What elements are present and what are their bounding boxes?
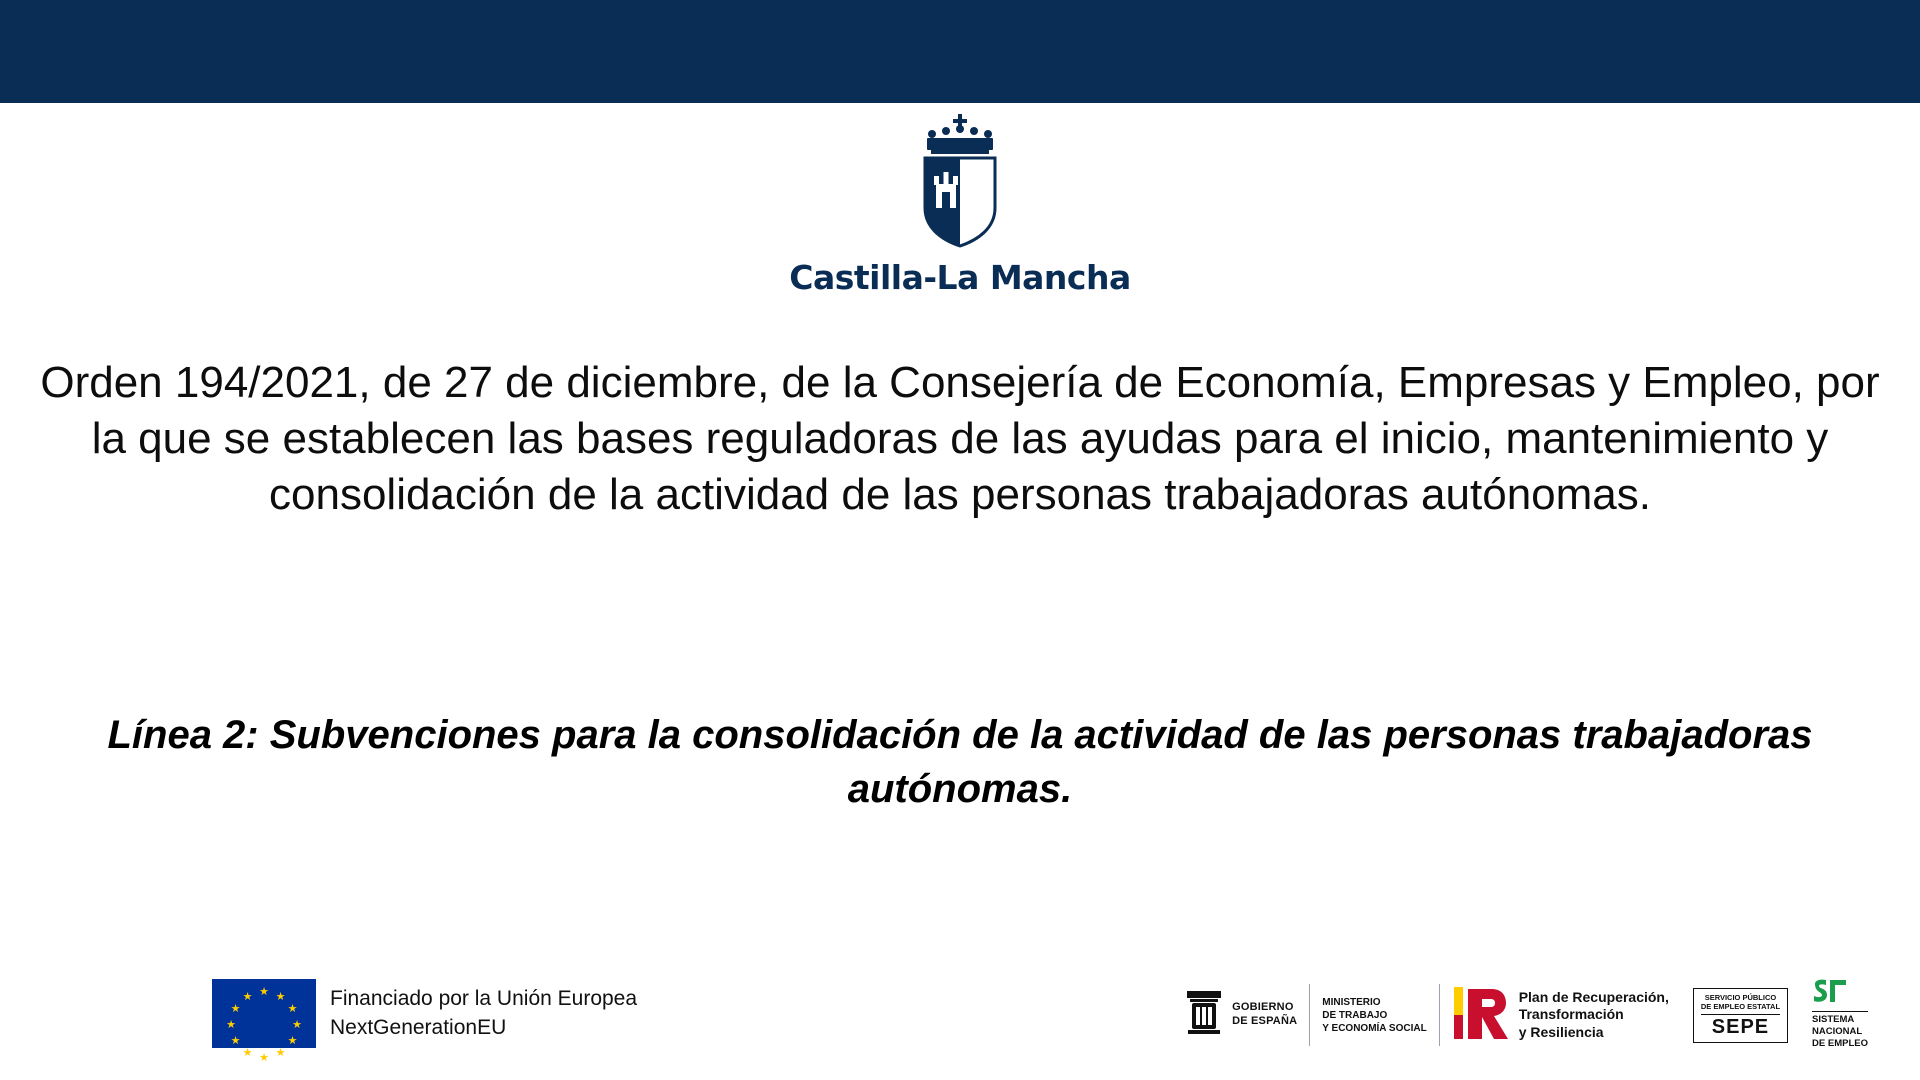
- sne-line1: SISTEMA: [1812, 1014, 1855, 1025]
- eu-funding-line2: NextGenerationEU: [330, 1015, 507, 1039]
- sne-text: [1812, 1011, 1868, 1050]
- top-decorative-band: [0, 0, 1920, 103]
- emblem-block: [0, 112, 1920, 297]
- emblem-name: Castilla-La Mancha: [789, 258, 1131, 297]
- footer-logos: [0, 964, 1920, 1064]
- sne-line2: NACIONAL: [1812, 1025, 1863, 1037]
- sne-logo-icon: [1812, 978, 1856, 1009]
- sepe-logo: [1693, 988, 1788, 1043]
- eu-flag-icon: ★ ★ ★ ★ ★ ★ ★ ★ ★ ★ ★ ★: [212, 979, 316, 1048]
- castilla-la-mancha-coat-of-arms-icon: [870, 112, 1050, 252]
- gobierno-de-espana-block: [1172, 978, 1309, 1052]
- prtr-logo-icon: [1452, 983, 1510, 1048]
- eu-funding-text: [330, 985, 637, 1042]
- page-subtitle: Línea 2: Subvenciones para la consolidación de la actividad de las personas trabajadoras autónomas.: [107, 713, 1813, 811]
- prtr-line2: Transformación: [1518, 1006, 1624, 1023]
- ministerio-text: [1322, 996, 1426, 1035]
- prtr-line1: Plan de Recuperación,: [1518, 988, 1669, 1005]
- gobierno-line2: DE ESPAÑA: [1232, 1015, 1298, 1027]
- ministerio-block: [1310, 978, 1438, 1052]
- ministerio-line1: MINISTERIO: [1322, 996, 1381, 1008]
- prtr-line3: y Resiliencia: [1518, 1023, 1604, 1040]
- ministerio-line2: DE TRABAJO: [1322, 1009, 1388, 1021]
- ministerio-line3: Y ECONOMÍA SOCIAL: [1322, 1022, 1427, 1034]
- sne-block: [1800, 978, 1880, 1052]
- page-title: Orden 194/2021, de 27 de diciembre, de la Consejería de Economía, Empresas y Empleo, por la que se establecen las bases reguladoras de las ayudas para el inicio, mantenimiento y consolidación de la actividad de las personas trabajadoras autónomas.: [40, 358, 1880, 519]
- sne-line3: DE EMPLEO: [1812, 1037, 1868, 1049]
- prtr-block: [1440, 978, 1681, 1052]
- government-logo-cluster: [1172, 978, 1880, 1052]
- prtr-text: [1519, 989, 1669, 1042]
- sepe-acronym: SEPE: [1701, 1014, 1780, 1039]
- eu-funding-line1: Financiado por la Unión Europea: [330, 987, 638, 1011]
- gobierno-line1: GOBIERNO: [1232, 1001, 1294, 1014]
- spain-coat-of-arms-icon: [1184, 989, 1224, 1042]
- gobierno-text: [1232, 1001, 1297, 1029]
- eu-funding-block: [212, 979, 638, 1064]
- sepe-top1: SERVICIO PÚBLICO: [1704, 992, 1777, 1002]
- sepe-top2: DE EMPLEO ESTATAL: [1700, 1001, 1781, 1011]
- sepe-block: [1681, 978, 1800, 1052]
